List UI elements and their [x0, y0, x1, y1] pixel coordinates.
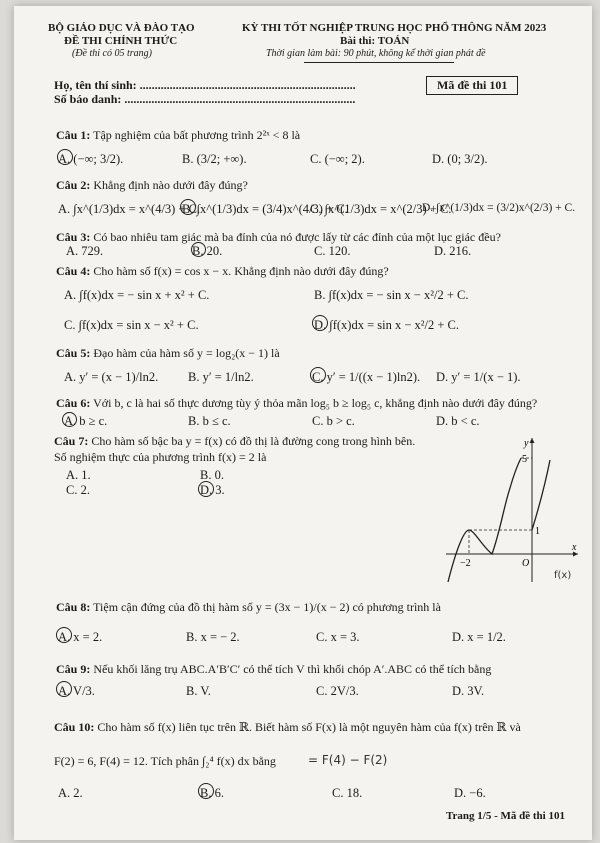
question-number: Câu 9:: [56, 662, 91, 676]
question-3: [56, 230, 501, 245]
page-count: (Đề thi có 05 trang): [72, 48, 152, 59]
question-number: Câu 1:: [56, 128, 91, 142]
question-number: Câu 4:: [56, 264, 91, 278]
q7-answer-c: C. 2.: [66, 483, 90, 497]
question-4: [56, 264, 389, 279]
q9-selected-mark: [56, 681, 72, 697]
question-number: Câu 6:: [56, 396, 91, 410]
question-10-line-2: F(2) = 6, F(4) = 12. Tích phân ∫₂⁴ f(x) dx bằng: [54, 754, 276, 768]
q9-answer-d: D. 3V.: [452, 684, 485, 698]
question-stem: Cho hàm số f(x) = cos x − x. Khẳng định nào dưới đây đúng?: [93, 264, 389, 278]
q4-answer-b: B. ∫f(x)dx = − sin x − x²/2 + C.: [314, 288, 469, 302]
q8-answer-c: C. x = 3.: [316, 630, 360, 644]
q7-answer-d: D. 3.: [200, 483, 225, 497]
q3-answer-b: B. 20.: [192, 244, 223, 258]
name-field-label: Họ, tên thí sinh: ........................................................................: [54, 78, 356, 92]
q5-answer-a: A. y′ = (x − 1)/ln2.: [64, 370, 159, 384]
q1-answer-c: C. (−∞; 2).: [310, 152, 365, 166]
q8-answer-b: B. x = − 2.: [186, 630, 240, 644]
q3-answer-a: A. 729.: [66, 244, 104, 258]
question-number: Câu 2:: [56, 178, 91, 192]
q10-answer-b: B. 6.: [200, 786, 224, 800]
q1-answer-a: A. (−∞; 3/2).: [58, 152, 124, 166]
tick-5-label: 5: [522, 454, 527, 465]
question-number: Câu 10:: [54, 720, 95, 734]
question-1: [56, 128, 300, 143]
question-stem: Nếu khối lăng trụ ABC.A′B′C′ có thể tích V thì khối chóp A′.ABC có thể tích bằng: [93, 662, 492, 676]
exam-title: KỲ THI TỐT NGHIỆP TRUNG HỌC PHỔ THÔNG NĂM 2023: [242, 22, 547, 34]
q7-answer-a: A. 1.: [66, 468, 91, 482]
q2-answer-d: D. ∫x^(1/3)dx = (3/2)x^(2/3) + C.: [422, 202, 576, 214]
header-divider: [304, 62, 454, 63]
subject-label: Bài thi: TOÁN: [340, 35, 410, 47]
q2-answer-b: B. ∫x^(1/3)dx = (3/4)x^(4/3) + C.: [182, 202, 348, 216]
q3-answer-d: D. 216.: [434, 244, 472, 258]
q6-answer-c: C. b > c.: [312, 414, 355, 428]
tick-1-label: 1: [535, 526, 540, 537]
question-stem: Có bao nhiêu tam giác mà ba đỉnh của nó được lấy từ các đỉnh của một lục giác đều?: [93, 230, 501, 244]
q1-answer-b: B. (3/2; +∞).: [182, 152, 247, 166]
origin-label: O: [522, 558, 530, 569]
q6-answer-b: B. b ≤ c.: [188, 414, 231, 428]
id-field-label: Số báo danh: .............................................................................: [54, 92, 356, 106]
question-stem: Đạo hàm của hàm số y = log₂(x − 1) là: [93, 346, 280, 360]
q9-answer-a: A. V/3.: [58, 684, 95, 698]
q7-answer-b: B. 0.: [200, 468, 224, 482]
q2-answer-a: A. ∫x^(1/3)dx = x^(4/3) + C.: [58, 202, 201, 216]
cubic-curve-right: [532, 460, 550, 530]
question-number: Câu 8:: [56, 600, 91, 614]
q7-selected-mark: [198, 481, 214, 497]
question-stem: Khẳng định nào dưới đây đúng?: [93, 178, 248, 192]
question-stem: Với b, c là hai số thực dương tùy ý thỏa mãn log₅ b ≥ log₅ c, khẳng định nào dưới đây đúng?: [93, 396, 538, 410]
question-8: [56, 600, 441, 615]
q5-answer-b: B. y′ = 1/ln2.: [188, 370, 254, 384]
question-7: [54, 434, 415, 449]
q3-selected-mark: [191, 242, 206, 257]
exam-page: [14, 6, 592, 840]
q6-selected-mark: [62, 412, 77, 427]
question-stem: Tiệm cận đứng của đồ thị hàm số y = (3x − 1)/(x − 2) có phương trình là: [93, 600, 441, 614]
q8-selected-mark: [56, 627, 72, 643]
q5-answer-c: C. y′ = 1/((x − 1)ln2).: [312, 370, 421, 384]
q4-selected-mark: [312, 315, 328, 331]
q6-answer-a: A. b ≥ c.: [64, 414, 108, 428]
q10-answer-d: D. −6.: [454, 786, 486, 800]
q10-answer-c: C. 18.: [332, 786, 363, 800]
question-stem: Tập nghiệm của bất phương trình 2²ˣ < 8 là: [93, 128, 301, 142]
q4-answer-d: D. ∫f(x)dx = sin x − x²/2 + C.: [314, 318, 459, 332]
question-stem: Cho hàm số bậc ba y = f(x) có đồ thị là đường cong trong hình bên.: [91, 434, 416, 448]
q2-answer-c: C. ∫x^(1/3)dx = x^(2/3) + C.: [310, 202, 452, 216]
q9-answer-b: B. V.: [186, 684, 211, 698]
question-stem: Cho hàm số f(x) liên tục trên ℝ. Biết hàm số F(x) là một nguyên hàm của f(x) trên ℝ và: [97, 720, 521, 734]
question-9: [56, 662, 491, 677]
y-axis-label: y: [524, 438, 529, 449]
page-footer: Trang 1/5 - Mã đề thi 101: [446, 810, 565, 822]
exam-code-box: Mã đề thi 101: [426, 76, 518, 95]
q9-answer-c: C. 2V/3.: [316, 684, 359, 698]
question-number: Câu 5:: [56, 346, 91, 360]
handwritten-fx-note: f(x): [554, 570, 572, 581]
q4-answer-a: A. ∫f(x)dx = − sin x + x² + C.: [64, 288, 210, 302]
q1-answer-d: D. (0; 3/2).: [432, 152, 488, 166]
cubic-curve: [448, 458, 521, 582]
question-6: [56, 396, 537, 411]
handwritten-note: = F(4) − F(2): [308, 753, 388, 767]
q6-answer-d: D. b < c.: [436, 414, 480, 428]
official-label: ĐỀ THI CHÍNH THỨC: [64, 35, 178, 47]
q10-selected-mark: [198, 783, 214, 799]
q10-answer-a: A. 2.: [58, 786, 83, 800]
ministry-name: BỘ GIÁO DỤC VÀ ĐÀO TẠO: [48, 22, 195, 34]
question-7-line-2: Số nghiệm thực của phương trình f(x) = 2 là: [54, 450, 267, 464]
q3-answer-c: C. 120.: [314, 244, 351, 258]
q2-selected-mark: [180, 199, 196, 215]
q5-selected-mark: [310, 367, 326, 383]
time-label: Thời gian làm bài: 90 phút, không kể thời gian phát đề: [266, 48, 486, 59]
question-number: Câu 3:: [56, 230, 91, 244]
y-axis-arrow: [530, 438, 535, 443]
x-axis-label: x: [572, 542, 577, 553]
q4-answer-c: C. ∫f(x)dx = sin x − x² + C.: [64, 318, 199, 332]
cubic-graph: [442, 434, 582, 584]
q5-answer-d: D. y′ = 1/(x − 1).: [436, 370, 521, 384]
question-10: [54, 720, 521, 735]
q8-answer-a: A. x = 2.: [58, 630, 103, 644]
question-number: Câu 7:: [54, 434, 89, 448]
tick-neg2-label: −2: [460, 558, 471, 569]
q8-answer-d: D. x = 1/2.: [452, 630, 506, 644]
question-2: [56, 178, 248, 193]
question-5: [56, 346, 280, 361]
q1-selected-mark: [57, 149, 73, 165]
